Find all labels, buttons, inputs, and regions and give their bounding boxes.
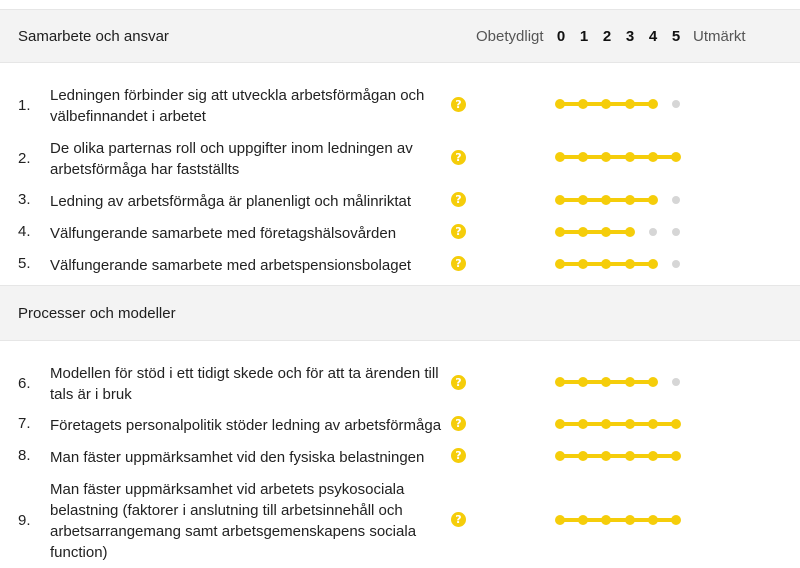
scale-number-0: 0 [556,28,566,45]
question-text: De olika parternas roll och uppgifter inom ledningen av arbetsförmåga har fastställts [50,140,413,178]
rating-dot-filled[interactable] [555,259,565,269]
rating-dot-filled[interactable] [671,515,681,525]
rating-dot-filled[interactable] [648,515,658,525]
rating-dot-filled[interactable] [648,377,658,387]
rating-dot-filled[interactable] [555,195,565,205]
question-number: 3. [18,191,31,208]
scale-high-label: Utmärkt [693,28,746,45]
scale-low-label: Obetydligt [476,28,544,45]
rating-dot-filled[interactable] [555,99,565,109]
rating-slider[interactable] [555,98,685,110]
rating-dot-filled[interactable] [601,195,611,205]
rating-fill-line [560,230,630,234]
scale-number-4: 4 [648,28,658,45]
rating-dot-filled[interactable] [625,419,635,429]
rating-slider[interactable] [555,514,685,526]
question-help-icon[interactable]: ? [451,224,466,239]
rating-dot-filled[interactable] [578,259,588,269]
question-number: 6. [18,375,31,392]
rating-slider[interactable] [555,258,685,270]
rating-dot-filled[interactable] [601,99,611,109]
section-header-samarbete [0,9,800,63]
rating-dot-filled[interactable] [625,99,635,109]
rating-dot-filled[interactable] [555,152,565,162]
rating-dot-filled[interactable] [648,195,658,205]
rating-dot-empty[interactable] [649,228,657,236]
rating-dot-filled[interactable] [625,451,635,461]
rating-dot-filled[interactable] [578,195,588,205]
question-help-icon[interactable]: ? [451,150,466,165]
question-text: Välfungerande samarbete med företagshälsovården [50,225,397,242]
rating-dot-filled[interactable] [578,419,588,429]
question-help-icon[interactable]: ? [451,416,466,431]
question-row [0,137,800,181]
question-number: 8. [18,447,31,464]
question-row [0,254,800,276]
rating-dot-filled[interactable] [648,259,658,269]
scale-number-1: 1 [579,28,589,45]
question-text: Ledningen förbinder sig att utveckla arbetsförmågan och välbefinnandet i arbetet [50,87,425,125]
rating-dot-filled[interactable] [625,152,635,162]
question-text: Man fäster uppmärksamhet vid arbetets psykosociala belastning (faktorer i anslutning till arbetsinnehåll och arbetsarrangemang samt arbetsgemenskapens sociala function) [50,481,417,561]
question-help-icon[interactable]: ? [451,97,466,112]
question-number: 7. [18,415,31,432]
scale-number-3: 3 [625,28,635,45]
rating-dot-filled[interactable] [578,451,588,461]
question-row [0,84,800,128]
question-number: 4. [18,223,31,240]
rating-dot-filled[interactable] [578,152,588,162]
question-help-icon[interactable]: ? [451,192,466,207]
rating-dot-filled[interactable] [578,377,588,387]
rating-dot-filled[interactable] [625,259,635,269]
rating-dot-empty[interactable] [672,100,680,108]
rating-slider[interactable] [555,450,685,462]
rating-slider[interactable] [555,418,685,430]
rating-dot-filled[interactable] [671,419,681,429]
rating-dot-filled[interactable] [555,451,565,461]
question-number: 1. [18,97,31,114]
rating-dot-filled[interactable] [555,419,565,429]
question-row [0,478,800,564]
rating-dot-filled[interactable] [601,419,611,429]
rating-dot-empty[interactable] [672,260,680,268]
rating-dot-filled[interactable] [578,99,588,109]
question-row [0,190,800,212]
rating-dot-filled[interactable] [648,419,658,429]
rating-slider[interactable] [555,194,685,206]
rating-dot-filled[interactable] [648,451,658,461]
scale-number-5: 5 [671,28,681,45]
question-help-icon[interactable]: ? [451,375,466,390]
rating-dot-filled[interactable] [671,152,681,162]
question-text: Företagets personalpolitik stöder ledning av arbetsförmåga [50,417,442,434]
question-number: 9. [18,512,31,529]
rating-dot-empty[interactable] [672,378,680,386]
question-text: Modellen för stöd i ett tidigt skede och för att ta ärenden till tals är i bruk [50,365,439,403]
question-text: Välfungerande samarbete med arbetspensionsbolaget [50,257,412,274]
rating-dot-filled[interactable] [555,515,565,525]
section-header-processer [0,285,800,341]
rating-slider[interactable] [555,151,685,163]
rating-slider[interactable] [555,376,685,388]
rating-dot-filled[interactable] [625,515,635,525]
question-number: 5. [18,255,31,272]
rating-dot-filled[interactable] [601,227,611,237]
rating-dot-filled[interactable] [625,227,635,237]
rating-dot-filled[interactable] [601,259,611,269]
rating-dot-filled[interactable] [625,377,635,387]
question-text: Ledning av arbetsförmåga är planenligt och målinriktat [50,193,412,210]
rating-dot-filled[interactable] [601,152,611,162]
scale-number-2: 2 [602,28,612,45]
section-title: Samarbete och ansvar [18,28,169,45]
rating-dot-filled[interactable] [578,227,588,237]
question-text: Man fäster uppmärksamhet vid den fysiska belastningen [50,449,425,466]
question-help-icon[interactable]: ? [451,256,466,271]
rating-dot-filled[interactable] [555,227,565,237]
rating-dot-empty[interactable] [672,196,680,204]
question-row [0,222,800,244]
rating-dot-filled[interactable] [648,99,658,109]
rating-dot-filled[interactable] [625,195,635,205]
question-help-icon[interactable]: ? [451,448,466,463]
rating-dot-filled[interactable] [671,451,681,461]
question-number: 2. [18,150,31,167]
question-help-icon[interactable]: ? [451,512,466,527]
section-title: Processer och modeller [18,305,176,322]
rating-dot-filled[interactable] [601,451,611,461]
question-row [0,414,800,436]
rating-slider[interactable] [555,226,685,238]
rating-dot-filled[interactable] [648,152,658,162]
rating-dot-filled[interactable] [601,515,611,525]
rating-dot-filled[interactable] [578,515,588,525]
rating-dot-filled[interactable] [601,377,611,387]
rating-dot-filled[interactable] [555,377,565,387]
question-row [0,362,800,406]
rating-dot-empty[interactable] [672,228,680,236]
question-row [0,446,800,468]
